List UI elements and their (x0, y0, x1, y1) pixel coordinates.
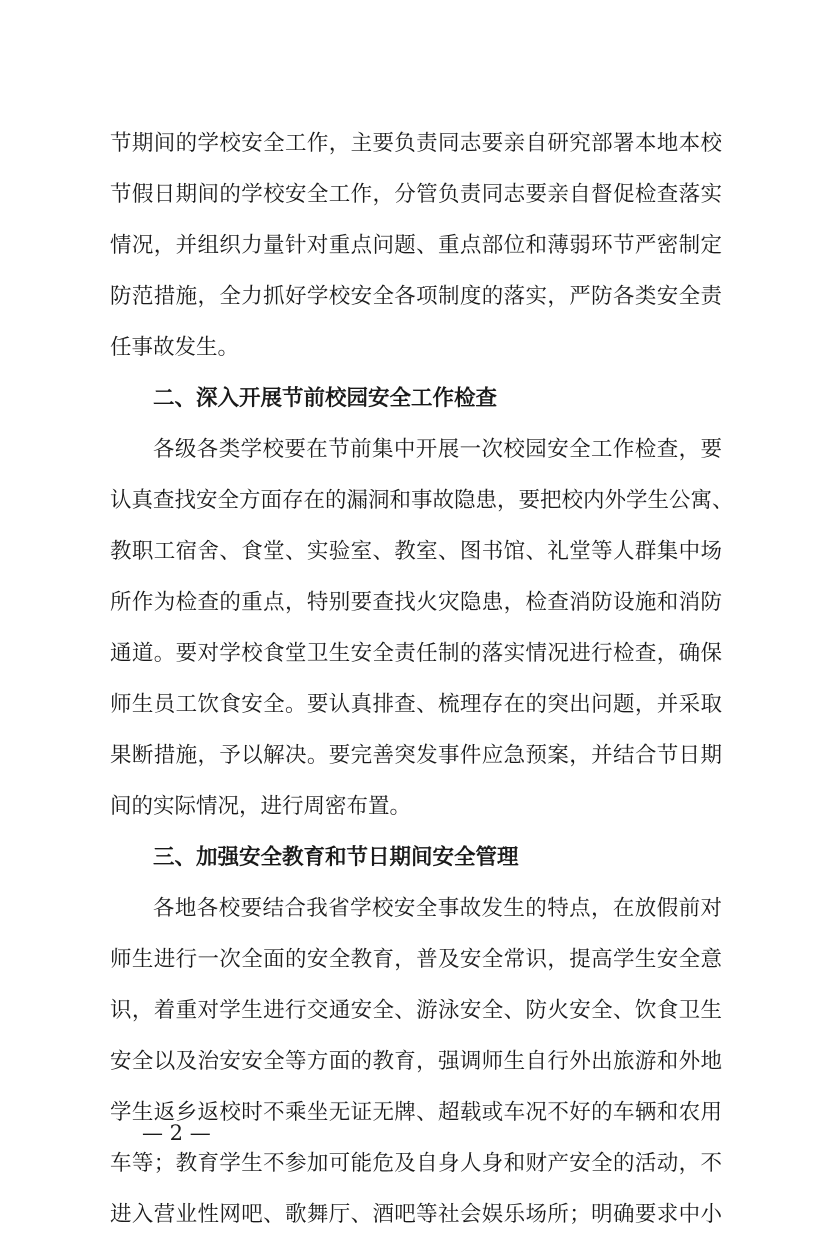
paragraph-1-line: 节期间的学校安全工作，主要负责同志要亲自研究部署本地本校 (110, 131, 722, 156)
paragraph-1-line: 节假日期间的学校安全工作，分管负责同志要亲自督促检查落实 (110, 182, 722, 207)
paragraph-3-line: 进入营业性网吧、歌舞厅、酒吧等社会娱乐场所；明确要求中小 (110, 1202, 722, 1227)
paragraph-1-line: 任事故发生。 (110, 335, 240, 360)
paragraph-3-line: 安全以及治安安全等方面的教育，强调师生自行外出旅游和外地 (110, 1049, 722, 1074)
paragraph-2-line: 间的实际情况，进行周密布置。 (110, 794, 412, 819)
paragraph-2-line: 所作为检查的重点，特别要查找火灾隐患，检查消防设施和消防 (110, 590, 722, 615)
paragraph-3-line: 师生进行一次全面的安全教育，普及安全常识，提高学生安全意 (110, 947, 722, 972)
paragraph-2-line: 各级各类学校要在节前集中开展一次校园安全工作检查，要 (153, 437, 722, 462)
paragraph-1-line: 情况，并组织力量针对重点问题、重点部位和薄弱环节严密制定 (110, 233, 722, 258)
paragraph-3-line: 车等；教育学生不参加可能危及自身人身和财产安全的活动，不 (110, 1151, 722, 1176)
paragraph-3-line: 学生返乡返校时不乘坐无证无牌、超载或车况不好的车辆和农用 (110, 1100, 722, 1125)
paragraph-2-line: 师生员工饮食安全。要认真排查、梳理存在的突出问题，并采取 (110, 692, 722, 717)
paragraph-1-line: 防范措施，全力抓好学校安全各项制度的落实，严防各类安全责 (110, 284, 722, 309)
paragraph-3-line: 识，着重对学生进行交通安全、游泳安全、防火安全、饮食卫生 (110, 998, 722, 1023)
section-heading-2: 二、深入开展节前校园安全工作检查 (153, 386, 498, 411)
page-number: — 2 — (142, 1121, 211, 1145)
paragraph-2-line: 教职工宿舍、食堂、实验室、教室、图书馆、礼堂等人群集中场 (110, 539, 722, 564)
paragraph-3-line: 各地各校要结合我省学校安全事故发生的特点，在放假前对 (153, 896, 722, 921)
paragraph-2-line: 通道。要对学校食堂卫生安全责任制的落实情况进行检查，确保 (110, 641, 722, 666)
paragraph-2-line: 果断措施，予以解决。要完善突发事件应急预案，并结合节日期 (110, 743, 722, 768)
section-heading-3: 三、加强安全教育和节日期间安全管理 (153, 845, 519, 870)
paragraph-2-line: 认真查找安全方面存在的漏洞和事故隐患，要把校内外学生公寓、 (110, 488, 734, 513)
